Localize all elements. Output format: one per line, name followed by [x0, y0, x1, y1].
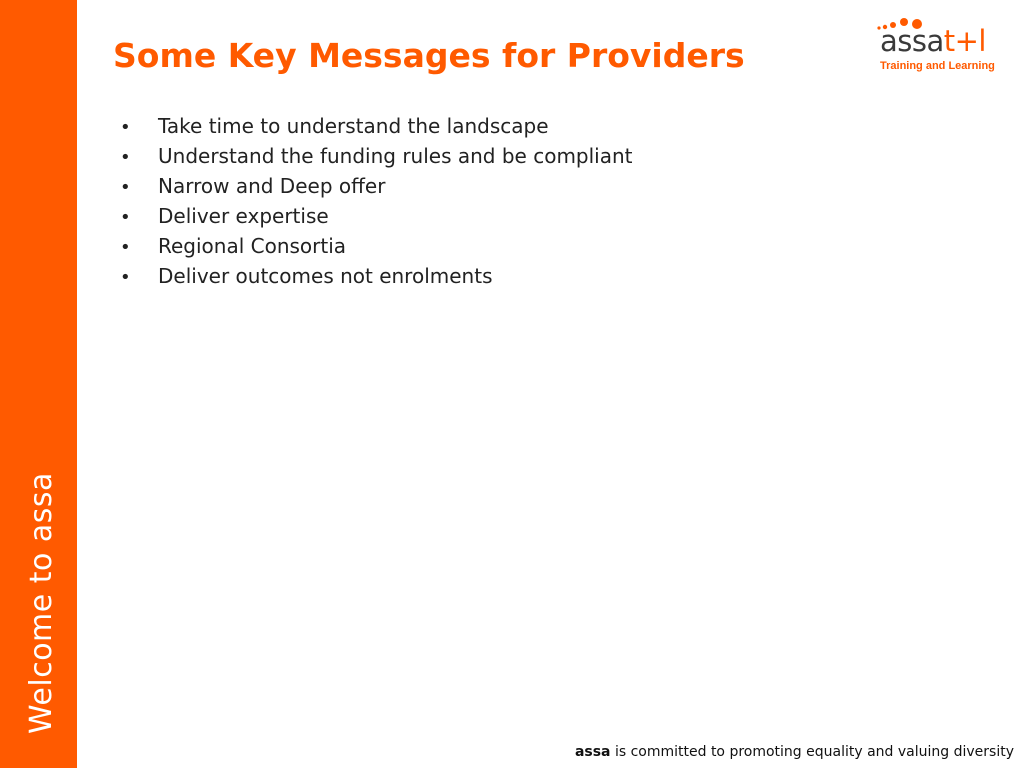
bullet-text: Understand the funding rules and be compliant — [158, 144, 633, 168]
logo-wordmark — [880, 26, 986, 58]
list-item — [120, 264, 633, 294]
list-item — [120, 144, 633, 174]
slide-title: Some Key Messages for Providers — [113, 36, 745, 75]
bullet-text: Regional Consortia — [158, 234, 347, 258]
bullet-icon: • — [120, 267, 131, 288]
bullet-text: Take time to understand the landscape — [158, 114, 549, 138]
bullet-text: Narrow and Deep offer — [158, 174, 386, 198]
bullet-icon: • — [120, 177, 131, 198]
bullet-icon: • — [120, 117, 131, 138]
bullet-icon: • — [120, 237, 131, 258]
bullet-list — [120, 114, 633, 294]
side-welcome-text: Welcome to assa — [24, 472, 59, 734]
list-item — [120, 204, 633, 234]
logo-tl-text: t+l — [943, 24, 986, 58]
footer — [575, 744, 1014, 760]
logo-tagline: Training and Learning — [880, 60, 995, 72]
bullet-text: Deliver outcomes not enrolments — [158, 264, 493, 288]
bullet-text: Deliver expertise — [158, 204, 329, 228]
footer-brand: assa — [574, 744, 611, 760]
footer-text: is committed to promoting equality and valuing diversity — [610, 744, 1014, 760]
bullet-icon: • — [120, 147, 131, 168]
logo-assa-text: assa — [880, 24, 944, 58]
bullet-icon: • — [120, 207, 131, 228]
list-item — [120, 114, 633, 144]
assa-logo — [874, 14, 1014, 76]
list-item — [120, 234, 633, 264]
list-item — [120, 174, 633, 204]
